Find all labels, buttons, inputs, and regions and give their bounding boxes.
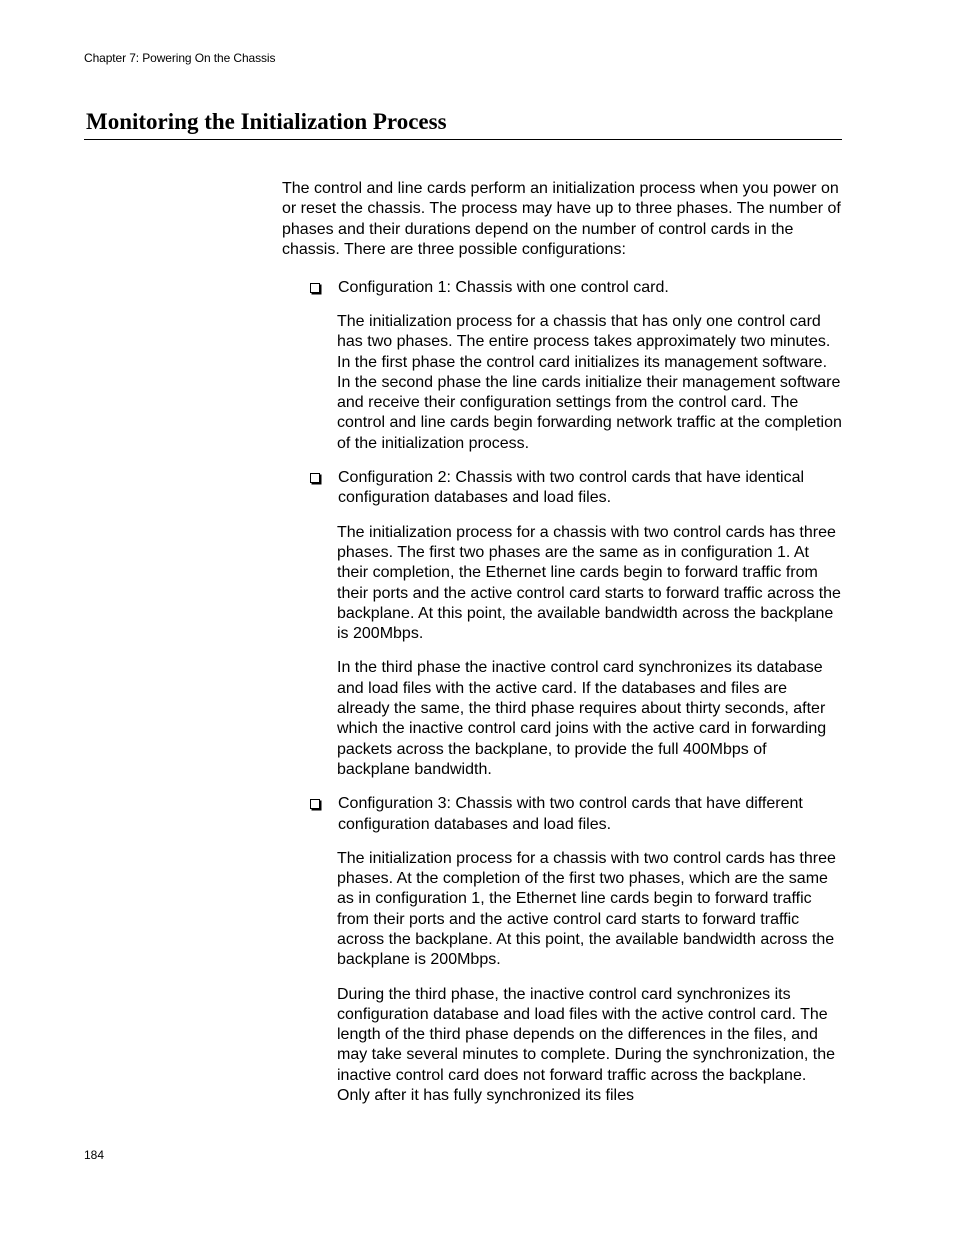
section-title: Monitoring the Initialization Process: [86, 109, 447, 134]
config-3-paragraph-1: The initialization process for a chassis with two control cards has three phases. At the completion of the first two phases, which are the same as in configuration 1, the Ethernet line cards begin to forward traffic from their ports and the active control card starts to forward traffic across the backplane. At this point, the available bandwidth across the backplane is 200Mbps.: [337, 849, 836, 969]
config-3-heading: Configuration 3: Chassis with two control cards that have different configuration databases and load files.: [338, 795, 803, 833]
config-3-bullet: [282, 794, 843, 835]
config-1-paragraph-1: The initialization process for a chassis that has only one control card has two phases. The entire process takes approximately two minutes. In the first phase the control card initializes its management software. In the second phase the line cards initialize their management software and receive their configuration settings from the control card. The control and line cards begin forwarding network traffic at the completion of the initialization process.: [337, 312, 842, 452]
page-number: 184: [84, 1148, 105, 1162]
config-3-paragraph-2: During the third phase, the inactive control card synchronizes its configuration database and load files with the active control card. The length of the third phase depends on the differences in the files, and may take several minutes to complete. During the synchronization, the inactive control card does not forward traffic across the backplane. Only after it has fully synchronized its files: [337, 985, 836, 1105]
running-header: Chapter 7: Powering On the Chassis: [84, 51, 276, 65]
checkbox-bullet-icon: [310, 473, 320, 483]
checkbox-bullet-icon: [310, 283, 320, 293]
body-text: [282, 179, 852, 1106]
intro-paragraph: The control and line cards perform an initialization process when you power on or reset the chassis. The process may have up to three phases. The number of phases and their durations depend on the number of control cards in the chassis. There are three possible configurations:: [282, 180, 841, 258]
config-2-paragraph-2: In the third phase the inactive control card synchronizes its database and load files with the active card. If the databases and files are already the same, the third phase requires about thirty seconds, after which the inactive control card joins with the active card in forwarding packets across the backplane, to provide the full 400Mbps of backplane bandwidth.: [337, 659, 827, 778]
config-1-heading: Configuration 1: Chassis with one control card.: [338, 278, 669, 296]
config-2-bullet: [282, 468, 843, 509]
checkbox-bullet-icon: [310, 799, 320, 809]
title-rule: [84, 139, 842, 140]
config-2-paragraph-1: The initialization process for a chassis with two control cards has three phases. The first two phases are the same as in configuration 1. At their completion, the Ethernet line cards begin to forward traffic from their ports and the active control card starts to forward traffic across the backplane. At this point, the available bandwidth across the backplane is 200Mbps.: [337, 523, 841, 643]
config-2-heading: Configuration 2: Chassis with two control cards that have identical configuration databases and load files.: [338, 469, 805, 507]
config-1-bullet: [282, 278, 843, 298]
